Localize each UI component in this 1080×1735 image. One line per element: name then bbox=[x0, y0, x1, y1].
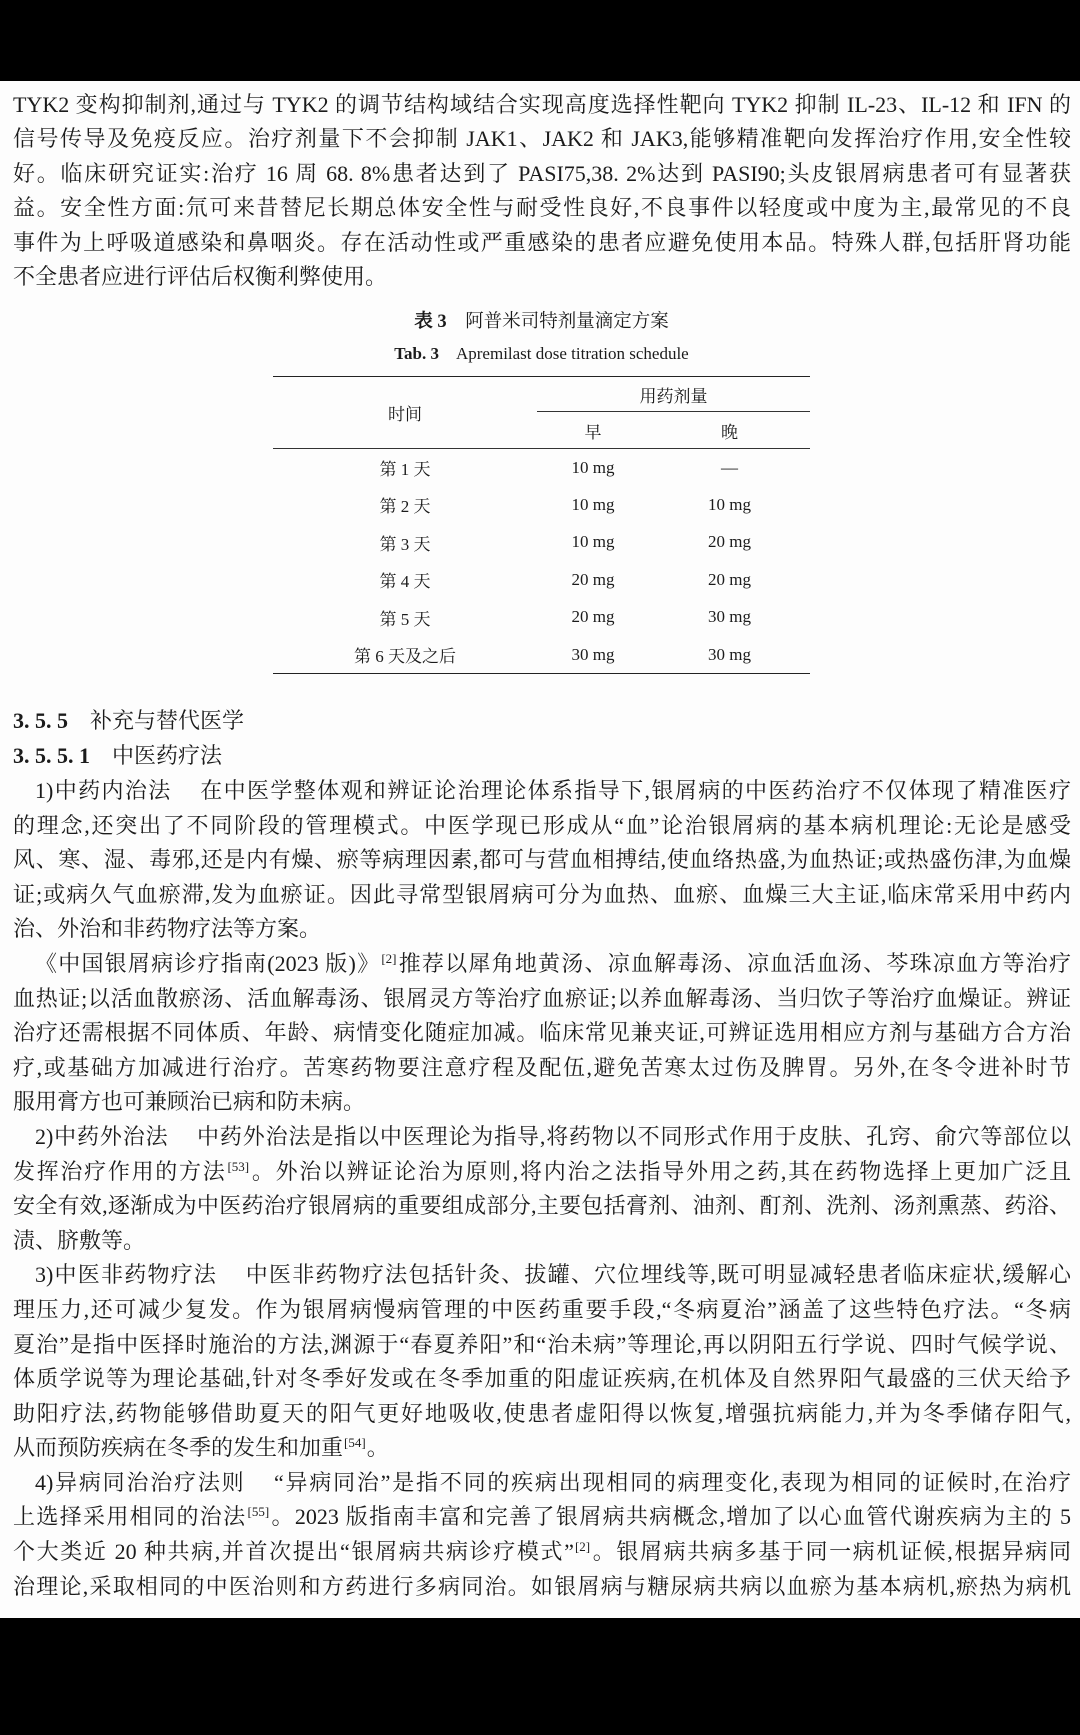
citation: [55] bbox=[247, 1504, 270, 1520]
text-line: 益。安全性方面:氘可来昔替尼长期总体安全性与耐受性良好,不良事件以轻度或中度为主,最常见的不良 bbox=[13, 195, 1071, 221]
cell-morning-dose: 20 mg bbox=[571, 607, 615, 627]
subsection-heading bbox=[13, 738, 1071, 773]
text-line: 好。临床研究证实:治疗 16 周 68. 8%患者达到了 PASI75,38. 2%达到 PASI90;头皮银屑病患者可有显著获 bbox=[13, 160, 1071, 186]
paragraph-lead: 2)中药外治法 bbox=[35, 1123, 169, 1149]
text-line: 夏治”是指中医择时施治的方法,渊源于“春夏养阳”和“治未病”等理论,再以阴阳五行学说、四时气候学说、 bbox=[13, 1331, 1071, 1357]
line-text: 。2023 版指南丰富和完善了银屑病共病概念,增加了以心血管代谢疾病为主的 5 bbox=[270, 1504, 1071, 1530]
line-text: 。 bbox=[366, 1435, 389, 1461]
text-line: 的理念,还突出了不同阶段的管理模式。中医学现已形成从“血”论治银屑病的基本病机理论:无论是感受 bbox=[13, 812, 1071, 838]
column-header-evening: 晚 bbox=[649, 412, 810, 449]
text-line: 体质学说等为理论基础,针对冬季好发或在冬季加重的阳虚证疾病,在机体及自然界阳气最盛的三伏天给予 bbox=[13, 1366, 1071, 1392]
line-text: 中药外治法是指以中医理论为指导,将药物以不同形式作用于皮肤、孔窍、俞穴等部位以 bbox=[197, 1123, 1071, 1149]
citation: [54] bbox=[344, 1435, 366, 1451]
cell-morning-dose: 20 mg bbox=[571, 569, 615, 589]
column-header-time: 时间 bbox=[273, 377, 537, 449]
column-header-morning: 早 bbox=[537, 412, 649, 449]
line-text: 《中国银屑病诊疗指南(2023 版)》 bbox=[35, 950, 381, 976]
line-text: 推荐以犀角地黄汤、凉血解毒汤、凉血活血汤、芩珠凉血方等治疗 bbox=[397, 950, 1071, 976]
paragraph-same-treatment-different-diseases bbox=[13, 1466, 1071, 1604]
citation: [2] bbox=[574, 1539, 591, 1555]
line-text: “异病同治”是指不同的疾病出现相同的病理变化,表现为相同的证候时,在治疗 bbox=[273, 1469, 1071, 1495]
paragraph-non-drug-therapy bbox=[13, 1258, 1071, 1466]
table-row bbox=[273, 636, 810, 674]
cell-day: 第 4 天 bbox=[379, 572, 431, 592]
citation: [53] bbox=[227, 1158, 250, 1174]
intro-paragraph bbox=[13, 88, 1071, 294]
line-text: 在中医学整体观和辨证论治理论体系指导下,银屑病的中医药治疗不仅体现了精准医疗 bbox=[200, 778, 1071, 803]
paragraph-guideline-prescriptions bbox=[13, 947, 1071, 1120]
table-row bbox=[273, 449, 810, 487]
table-caption-cn bbox=[273, 309, 810, 335]
cell-day: 第 6 天及之后 bbox=[354, 647, 456, 666]
table-row bbox=[273, 486, 810, 524]
table-title-cn: 阿普米司特剂量滴定方案 bbox=[465, 312, 669, 332]
text-line: TYK2 变构抑制剂,通过与 TYK2 的调节结构域结合实现高度选择性靶向 TYK2 抑制 IL-23、IL-12 和 IFN 的 bbox=[13, 92, 1071, 117]
table-title-en: Apremilast dose titration schedule bbox=[455, 344, 689, 363]
body-paragraphs bbox=[13, 774, 1071, 1604]
text-line: 助阳疗法,药物能够借助夏天的阳气更好地吸收,使患者虚阳得以恢复,增强抗病能力,并为冬季储存阳气, bbox=[13, 1400, 1071, 1426]
line-text: 个大类近 20 种共病,并首次提出“银屑病共病诊疗模式” bbox=[13, 1539, 574, 1565]
column-header-dose: 用药剂量 bbox=[537, 377, 810, 412]
section-number: 3. 5. 5 bbox=[13, 708, 68, 733]
text-line bbox=[13, 1535, 1071, 1570]
line-text: 。银屑病共病多基于同一病机证候,根据异病同 bbox=[591, 1539, 1071, 1565]
cell-morning-dose: 10 mg bbox=[571, 532, 615, 552]
section-title: 补充与替代医学 bbox=[90, 708, 245, 733]
paragraph-lead: 1)中药内治法 bbox=[35, 778, 172, 803]
cell-evening-dose: 30 mg bbox=[708, 644, 751, 664]
line-text: 从而预防疾病在冬季的发生和加重 bbox=[13, 1435, 344, 1461]
cell-day: 第 1 天 bbox=[379, 460, 431, 479]
cell-morning-dose: 30 mg bbox=[571, 644, 615, 664]
cell-day: 第 5 天 bbox=[379, 609, 431, 629]
paragraph-lead: 3)中医非药物疗法 bbox=[35, 1262, 218, 1288]
subsection-number: 3. 5. 5. 1 bbox=[13, 743, 90, 768]
section-heading bbox=[13, 703, 1071, 738]
text-line bbox=[13, 1500, 1071, 1535]
table-label-cn: 表 3 bbox=[414, 312, 447, 332]
subsection-title: 中医药疗法 bbox=[112, 743, 223, 768]
text-line: 风、寒、湿、毒邪,还是内有燥、瘀等病理因素,都可与营血相搏结,使血络热盛,为血热证;或热盛伤津,为血燥 bbox=[13, 847, 1071, 873]
cell-morning-dose: 10 mg bbox=[571, 494, 615, 514]
text-line bbox=[13, 1466, 1071, 1501]
text-line: 血热证;以活血散瘀汤、活血解毒汤、银屑灵方等治疗血瘀证;以养血解毒汤、当归饮子等治疗血燥证。辨证 bbox=[13, 985, 1071, 1011]
cell-evening-dose: 30 mg bbox=[708, 607, 751, 627]
table-row bbox=[273, 561, 810, 599]
cell-evening-dose: 20 mg bbox=[708, 569, 751, 589]
paragraph-external-treatment bbox=[13, 1120, 1071, 1258]
text-line bbox=[13, 1120, 1071, 1155]
text-line bbox=[13, 1155, 1071, 1190]
table-label-en: Tab. 3 bbox=[394, 344, 439, 363]
text-line: 治、外治和非药物疗法等方案。 bbox=[13, 916, 322, 942]
text-line: 渍、脐敷等。 bbox=[13, 1227, 146, 1253]
table-row bbox=[273, 599, 810, 637]
cell-evening-dose: 10 mg bbox=[708, 494, 751, 514]
citation: [2] bbox=[381, 950, 397, 966]
cell-evening-dose: 20 mg bbox=[708, 532, 751, 552]
text-line bbox=[13, 774, 1071, 809]
paragraph-internal-treatment bbox=[13, 774, 1071, 947]
text-line: 疗,或基础方加减进行治疗。苦寒药物要注意疗程及配伍,避免苦寒太过伤及脾胃。另外,在冬令进补时节 bbox=[13, 1054, 1071, 1080]
text-line: 信号传导及免疫反应。治疗剂量下不会抑制 JAK1、JAK2 和 JAK3,能够精准靶向发挥治疗作用,安全性较 bbox=[13, 126, 1071, 152]
text-line: 证;或病久气血瘀滞,发为血瘀证。因此寻常型银屑病可分为血热、血瘀、血燥三大主证,临床常采用中药内 bbox=[13, 881, 1071, 907]
section-headings bbox=[13, 703, 1071, 773]
document-page bbox=[0, 81, 1080, 1618]
cell-day: 第 2 天 bbox=[379, 497, 431, 517]
table-caption-en bbox=[273, 342, 810, 366]
text-line: 事件为上呼吸道感染和鼻咽炎。存在活动性或严重感染的患者应避免使用本品。特殊人群,包括肝肾功能 bbox=[13, 229, 1071, 255]
line-text: 中医非药物疗法包括针灸、拔罐、穴位埋线等,既可明显减轻患者临床症状,缓解心 bbox=[245, 1262, 1071, 1288]
text-line bbox=[13, 947, 1071, 982]
paragraph-lead: 4)异病同治治疗法则 bbox=[35, 1469, 246, 1495]
table-row bbox=[273, 524, 810, 562]
text-line: 不全患者应进行评估后权衡利弊使用。 bbox=[13, 263, 388, 289]
text-line: 理压力,还可减少复发。作为银屑病慢病管理的中医药重要手段,“冬病夏治”涵盖了这些特色疗法。“冬病 bbox=[13, 1296, 1071, 1322]
table-header-row bbox=[273, 377, 810, 412]
line-text: 。外治以辨证论治为原则,将内治之法指导外用之药,其在药物选择上更加广泛且 bbox=[250, 1158, 1071, 1184]
cell-morning-dose: 10 mg bbox=[571, 457, 615, 477]
text-line bbox=[13, 1431, 1071, 1466]
text-line: 治疗还需根据不同体质、年龄、病情变化随症加减。临床常见兼夹证,可辨证选用相应方剂与基础方合方治 bbox=[13, 1020, 1071, 1046]
line-text: 上选择采用相同的治法 bbox=[13, 1504, 247, 1530]
dose-titration-table bbox=[273, 376, 810, 674]
text-line: 服用膏方也可兼顾治已病和防未病。 bbox=[13, 1089, 366, 1115]
cell-evening-dose: — bbox=[721, 457, 738, 477]
line-text: 发挥治疗作用的方法 bbox=[13, 1158, 227, 1184]
cell-day: 第 3 天 bbox=[379, 534, 431, 554]
text-line: 治理论,采取相同的中医治则和方药进行多病同治。如银屑病与糖尿病共病以血瘀为基本病机,瘀热为病机 bbox=[13, 1573, 1071, 1599]
text-line bbox=[13, 1258, 1071, 1293]
text-line: 安全有效,逐渐成为中医药治疗银屑病的重要组成部分,主要包括膏剂、油剂、酊剂、洗剂、汤剂熏蒸、药浴、 bbox=[13, 1193, 1071, 1219]
